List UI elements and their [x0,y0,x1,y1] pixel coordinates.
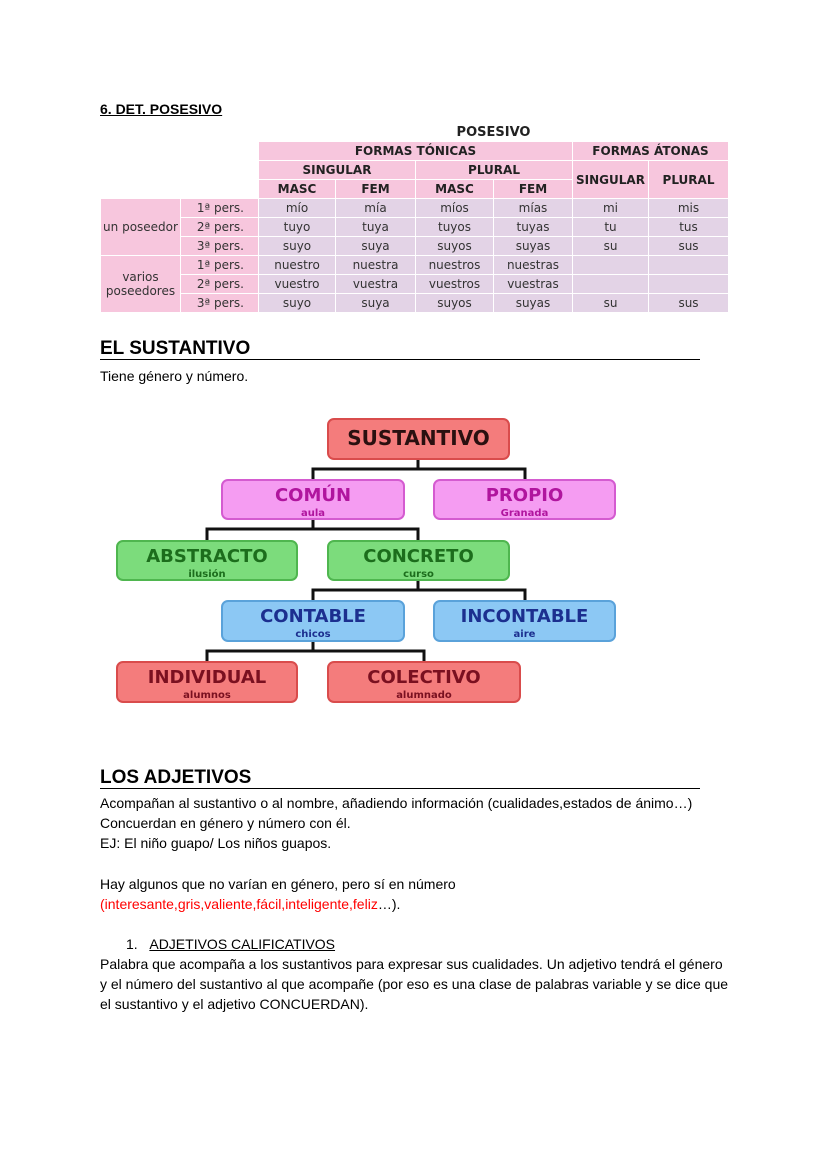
table-cell: su [573,237,649,256]
poseedor-group: varios poseedores [101,256,181,313]
table-cell: vuestra [336,275,416,294]
node-label: COLECTIVO [367,667,481,688]
adjetivos-example: EJ: El niño guapo/ Los niños guapos. [100,835,332,851]
table-cell: suyo [259,237,336,256]
connector-root [313,460,525,479]
table-cell: suyos [416,294,494,313]
sustantivo-intro: Tiene género y número. [100,368,249,384]
list-item [126,934,766,954]
table-cell: suyos [416,237,494,256]
list-number: 1. [126,936,138,952]
header-atonas: FORMAS ÁTONAS [573,142,729,161]
table-cell: nuestro [259,256,336,275]
table-cell: tuyo [259,218,336,237]
node-label: PROPIO [485,485,564,506]
node-label: CONCRETO [363,546,474,567]
node-abstracto [116,540,298,581]
node-example: Granada [500,508,549,519]
adjetivos-heading: LOS ADJETIVOS [100,768,700,789]
node-colectivo [327,661,521,703]
table-cell: nuestros [416,256,494,275]
table-cell: sus [649,237,729,256]
header-at-singular: SINGULAR [573,161,649,199]
node-example: curso [403,569,434,580]
persona-label: 1ª pers. [181,199,259,218]
table-cell: suya [336,237,416,256]
node-propio [433,479,616,520]
node-example: alumnado [396,690,452,701]
calificativos-paragraph: Palabra que acompaña a los sustantivos para expresar sus cualidades. Un adjetivo tendrá el género y el número del sustantivo al que acompañe (por eso es una clase de palabras variable y se dice que el sustantivo y el adjetivo CONCUERDAN). [100,956,729,1012]
node-concreto [327,540,510,581]
table-cell: vuestro [259,275,336,294]
node-example: alumnos [183,690,231,701]
table-cell: nuestras [494,256,573,275]
connector-comun [207,520,418,540]
table-cell: tuyas [494,218,573,237]
node-label: SUSTANTIVO [347,426,490,450]
examples-red: (interesante,gris,valiente,fácil,inteligente,feliz [100,896,378,912]
table-cell: vuestros [416,275,494,294]
header-fem: FEM [336,180,416,199]
header-masc: MASC [259,180,336,199]
node-example: chicos [295,629,331,640]
table-cell: mis [649,199,729,218]
node-example: aire [513,629,536,640]
table-cell: suyas [494,237,573,256]
node-sustantivo [327,418,510,460]
table-cell: suyas [494,294,573,313]
table-cell: suya [336,294,416,313]
adjetivos-paragraph: Acompañan al sustantivo o al nombre, añadiendo información (cualidades,estados de ánimo…) Concuerdan en género y número con él. [100,795,693,831]
table-cell: vuestras [494,275,573,294]
node-label: ABSTRACTO [146,546,268,567]
header-masc: MASC [416,180,494,199]
persona-label: 2ª pers. [181,218,259,237]
node-label: INDIVIDUAL [147,667,267,688]
table-cell: tuya [336,218,416,237]
node-individual [116,661,298,703]
node-label: INCONTABLE [460,606,589,627]
table-cell: su [573,294,649,313]
table-cell: mío [259,199,336,218]
table-cell: suyo [259,294,336,313]
table-cell: mías [494,199,573,218]
table-cell: nuestra [336,256,416,275]
sustantivo-heading: EL SUSTANTIVO [100,339,700,360]
table-cell: sus [649,294,729,313]
adjetivos-invariable: Hay algunos que no varían en género, pero sí en número [100,876,456,892]
table-cell: tus [649,218,729,237]
connector-contable [207,642,424,661]
header-plural: PLURAL [416,161,573,180]
header-singular: SINGULAR [259,161,416,180]
poseedor-group: un poseedor [101,199,181,256]
node-label: CONTABLE [260,606,366,627]
persona-label: 1ª pers. [181,256,259,275]
node-label: COMÚN [274,485,352,506]
table-title: POSESIVO [259,123,729,142]
list-item-label: ADJETIVOS CALIFICATIVOS [149,936,336,952]
header-fem: FEM [494,180,573,199]
header-tonicas: FORMAS TÓNICAS [259,142,573,161]
persona-label: 2ª pers. [181,275,259,294]
examples-end: …). [377,896,401,912]
persona-label: 3ª pers. [181,294,259,313]
adjetivos-invariable-examples [100,894,740,914]
persona-label: 3ª pers. [181,237,259,256]
node-contable [221,600,405,642]
node-comun [221,479,405,520]
table-cell: mi [573,199,649,218]
header-at-plural: PLURAL [649,161,729,199]
node-example: aula [300,508,326,519]
table-cell: tuyos [416,218,494,237]
node-example: ilusión [188,569,226,580]
table-cell: míos [416,199,494,218]
table-cell: mía [336,199,416,218]
section-title: 6. DET. POSESIVO [100,101,223,117]
node-incontable [433,600,616,642]
connector-concreto [313,581,525,600]
table-cell: tu [573,218,649,237]
